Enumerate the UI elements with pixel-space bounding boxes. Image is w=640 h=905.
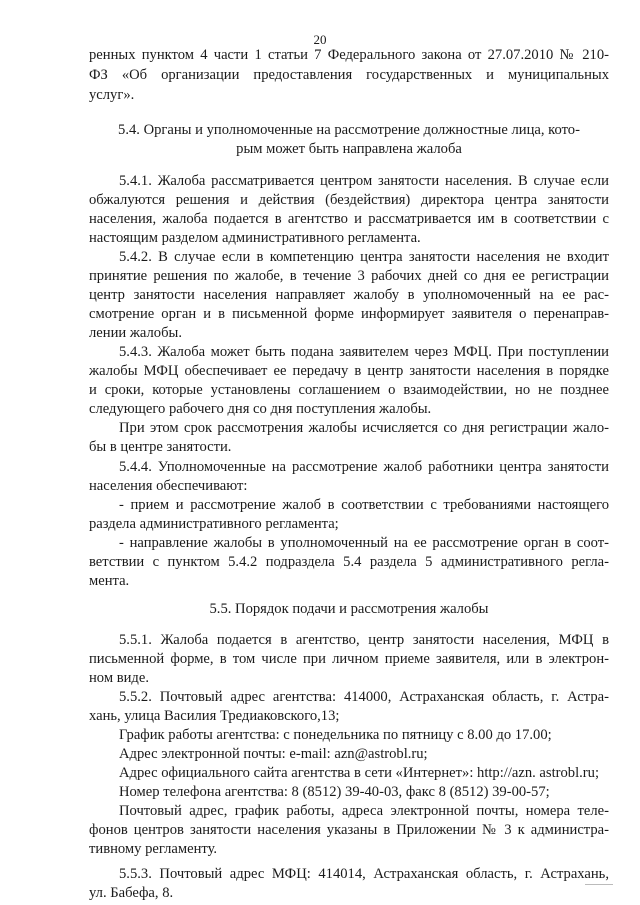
text-line: Почтовый адрес, график работы, адреса электронной почты, номера теле- xyxy=(119,803,609,819)
text-line: ветствии с пунктом 5.4.2 подраздела 5.4 раздела 5 административного регла- xyxy=(89,554,609,570)
text-line: обжалуются решения и действия (бездействия) директора центра занятости xyxy=(89,192,609,208)
text-line: рым может быть направлена жалоба xyxy=(236,141,462,157)
text-line: 5.5. Порядок подачи и рассмотрения жалобы xyxy=(209,601,489,617)
text-line: следующего рабочего дня со дня поступления жалобы. xyxy=(89,401,432,417)
text-line: 5.4. Органы и уполномоченные на рассмотрение должностные лица, кото- xyxy=(118,122,580,138)
text-line: Адрес официального сайта агентства в сети «Интернет»: http://azn. astrobl.ru; xyxy=(119,765,600,781)
text-line: принятие решения по жалобе, в течение 3 рабочих дней со дня ее регистрации xyxy=(89,268,609,284)
text-line: центр занятости населения направляет жалобу в уполномоченный на ее рас- xyxy=(89,287,609,303)
text-line: хань, улица Василия Тредиаковского,13; xyxy=(89,708,340,724)
text-line: ул. Бабефа, 8. xyxy=(89,885,174,901)
text-line: 5.5.2. Почтовый адрес агентства: 414000, Астраханская область, г. Астра- xyxy=(119,689,609,705)
text-line: При этом срок рассмотрения жалобы исчисляется со дня регистрации жало- xyxy=(119,420,609,436)
text-line: раздела административного регламента; xyxy=(89,516,339,532)
text-line: 5.4.4. Уполномоченные на рассмотрение жалоб работники центра занятости xyxy=(119,459,609,475)
text-line: настоящим разделом административного регламента. xyxy=(89,230,421,246)
text-line: График работы агентства: с понедельника по пятницу с 8.00 до 17.00; xyxy=(119,727,552,743)
scan-mark xyxy=(585,884,613,885)
text-line: тивному регламенту. xyxy=(89,841,218,857)
text-line: 5.4.1. Жалоба рассматривается центром занятости населения. В случае если xyxy=(119,173,609,189)
text-line: населения обеспечивают: xyxy=(89,478,248,494)
text-line: - направление жалобы в уполномоченный на ее рассмотрение орган в соот- xyxy=(119,535,609,551)
text-line: 5.4.3. Жалоба может быть подана заявителем через МФЦ. При поступлении xyxy=(119,344,609,360)
text-line: и сроки, которые установлены соглашением о взаимодействии, но не позднее xyxy=(89,382,609,398)
text-line: населения, жалоба подается в агентство и рассматривается им в соответствии с xyxy=(89,211,609,227)
text-line: ФЗ «Об организации предоставления государственных и муниципальных xyxy=(89,67,609,83)
text-line: лении жалобы. xyxy=(89,325,182,341)
text-line: жалобы МФЦ обеспечивает ее передачу в центр занятости населения в порядке xyxy=(89,363,609,379)
text-line: бы в центре занятости. xyxy=(89,439,232,455)
text-line: ном виде. xyxy=(89,670,149,686)
text-line: Номер телефона агентства: 8 (8512) 39-40-03, факс 8 (8512) 39-00-57; xyxy=(119,784,550,800)
text-line: мента. xyxy=(89,573,130,589)
text-line: 5.4.2. В случае если в компетенцию центра занятости населения не входит xyxy=(119,249,609,265)
text-line: фонов центров занятости населения указаны в Приложении № 3 к администра- xyxy=(89,822,609,838)
page-number: 20 xyxy=(313,32,327,47)
text-line: ренных пунктом 4 части 1 статьи 7 Федерального закона от 27.07.2010 № 210- xyxy=(89,47,609,63)
text-line: Адрес электронной почты: e-mail: azn@astrobl.ru; xyxy=(119,746,428,762)
text-line: 5.5.3. Почтовый адрес МФЦ: 414014, Астраханская область, г. Астрахань, xyxy=(119,866,609,882)
text-line: - прием и рассмотрение жалоб в соответствии с требованиями настоящего xyxy=(119,497,609,513)
text-line: письменной форме, в том числе при личном приеме заявителя, или в электрон- xyxy=(89,651,609,667)
text-line: 5.5.1. Жалоба подается в агентство, центр занятости населения, МФЦ в xyxy=(119,632,609,648)
text-line: смотрение орган и в письменной форме информирует заявителя о перенаправ- xyxy=(89,306,609,322)
text-line: услуг». xyxy=(89,87,135,103)
